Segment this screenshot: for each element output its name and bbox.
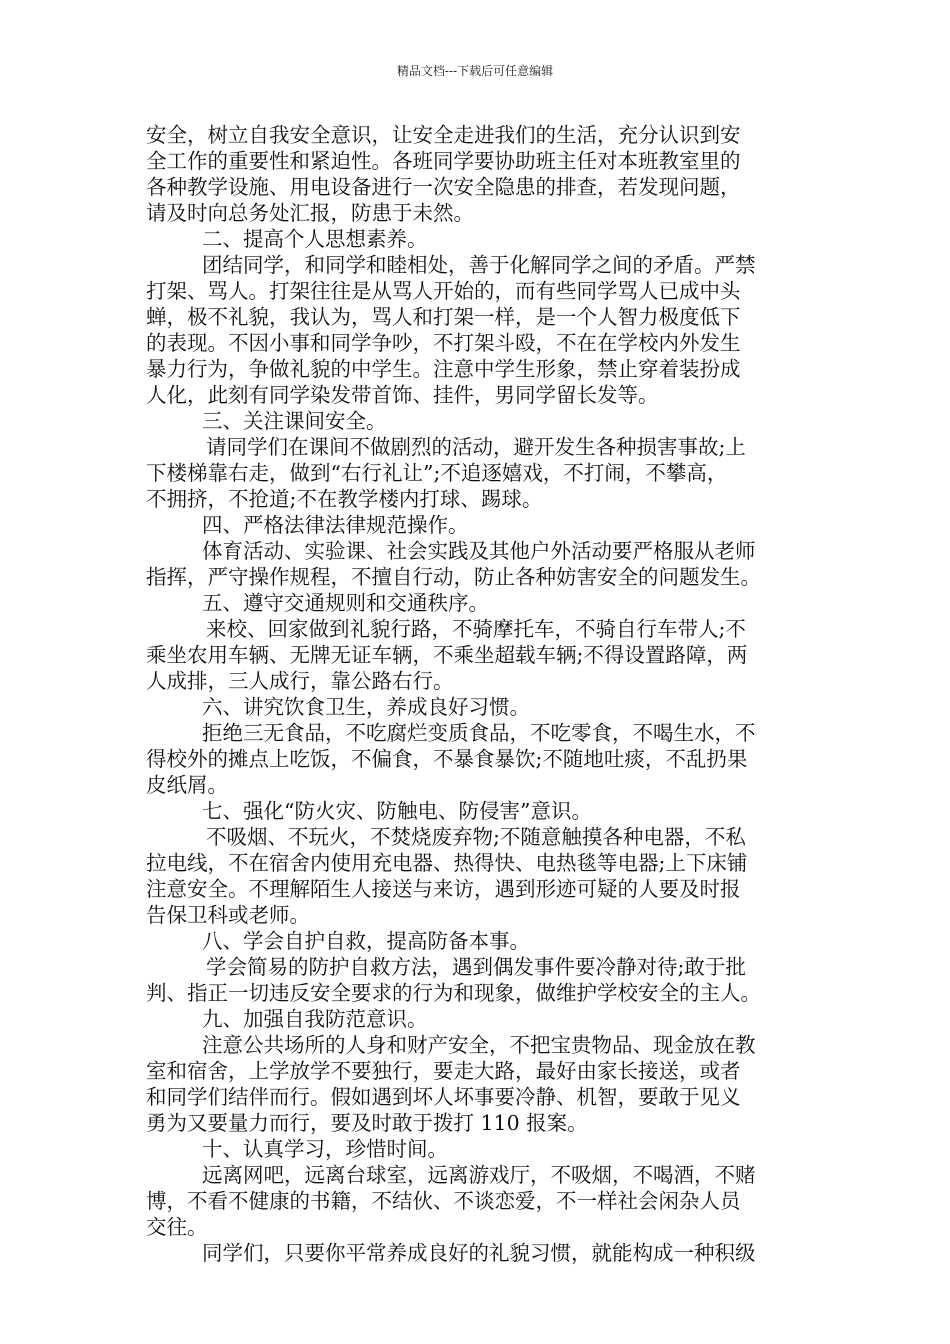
text-line: 拉电线，不在宿舍内使用充电器、热得快、电热毯等电器;上下床铺 (146, 851, 748, 875)
text-line: 各种教学设施、用电设备进行一次安全隐患的排查，若发现问题， (146, 175, 741, 199)
text-line: 打架、骂人。打架往往是从骂人开始的，而有些同学骂人已成中头 (146, 279, 741, 303)
text-line: 学会简易的防护自救方法，遇到偶发事件要冷静对待;敢于批 (206, 955, 746, 979)
text-line: 博，不看不健康的书籍，不结伙、不谈恋爱，不一样社会闲杂人员 (146, 1189, 741, 1213)
text-line: 二、提高个人思想素养。 (202, 227, 428, 251)
text-line: 注意公共场所的人身和财产安全，不把宝贵物品、现金放在教 (202, 1033, 756, 1057)
text-line: 四、严格法律法律规范操作。 (202, 513, 469, 537)
text-line: 体育活动、实验课、社会实践及其他户外活动要严格服从老师 (202, 539, 756, 563)
text-line: 请及时向总务处汇报，防患于未然。 (146, 201, 474, 225)
text-line: 请同学们在课间不做剧烈的活动，避开发生各种损害事故;上 (206, 435, 746, 459)
text-line: 三、关注课间安全。 (202, 409, 387, 433)
text-line: 全工作的重要性和紧迫性。各班同学要协助班主任对本班教室里的 (146, 149, 741, 173)
text-line: 安全，树立自我安全意识，让安全走进我们的生活，充分认识到安 (146, 123, 741, 147)
text-line: 来校、回家做到礼貌行路，不骑摩托车，不骑自行车带人;不 (206, 617, 746, 641)
text-line: 九、加强自我防范意识。 (202, 1007, 428, 1031)
text-line: 人成排，三人成行，靠公路右行。 (146, 669, 454, 693)
text-line: 不拥挤，不抢道;不在教学楼内打球、踢球。 (146, 487, 543, 511)
text-line: 判、指正一切违反安全要求的行为和现象，做维护学校安全的主人。 (146, 981, 761, 1005)
text-line: 和同学们结伴而行。假如遇到坏人坏事要冷静、机智，要敢于见义 (146, 1085, 741, 1109)
text-line: 六、讲究饮食卫生，养成良好习惯。 (202, 695, 530, 719)
text-line: 七、强化“防火灾、防触电、防侵害”意识。 (202, 799, 592, 823)
text-line: 远离网吧，远离台球室，远离游戏厅，不吸烟，不喝酒，不赌 (202, 1163, 756, 1187)
text-line: 勇为又要量力而行，要及时敢于拨打 110 报案。 (146, 1111, 588, 1135)
text-line: 不吸烟、不玩火，不焚烧废弃物;不随意触摸各种电器，不私 (206, 825, 746, 849)
text-line: 的表现。不因小事和同学争吵，不打架斗殴，不在在学校内外发生 (146, 331, 741, 355)
text-line: 注意安全。不理解陌生人接送与来访，遇到形迹可疑的人要及时报 (146, 877, 741, 901)
text-line: 十、认真学习，珍惜时间。 (202, 1137, 448, 1161)
text-line: 八、学会自护自救，提高防备本事。 (202, 929, 530, 953)
text-line: 人化，此刻有同学染发带首饰、挂件，男同学留长发等。 (146, 383, 659, 407)
page-header: 精品文档---下载后可任意编辑 (396, 64, 554, 78)
text-line: 得校外的摊点上吃饭，不偏食，不暴食暴饮;不随地吐痰，不乱扔果 (146, 747, 748, 771)
text-line: 拒绝三无食品，不吃腐烂变质食品，不吃零食，不喝生水，不 (202, 721, 756, 745)
text-line: 指挥，严守操作规程，不擅自行动，防止各种妨害安全的问题发生。 (146, 565, 761, 589)
document-body (146, 122, 810, 1266)
text-line: 告保卫科或老师。 (146, 903, 310, 927)
text-line: 下楼梯靠右走，做到“右行礼让”;不追逐嬉戏，不打闹，不攀高， (146, 461, 728, 485)
text-line: 蝉，极不礼貌，我认为，骂人和打架一样，是一个人智力极度低下 (146, 305, 741, 329)
text-line: 团结同学，和同学和睦相处，善于化解同学之间的矛盾。严禁 (202, 253, 756, 277)
text-line: 交往。 (146, 1215, 208, 1239)
text-line: 室和宿舍，上学放学不要独行，要走大路，最好由家长接送，或者 (146, 1059, 741, 1083)
text-line: 乘坐农用车辆、无牌无证车辆，不乘坐超载车辆;不得设置路障，两 (146, 643, 748, 667)
text-line: 暴力行为，争做礼貌的中学生。注意中学生形象，禁止穿着装扮成 (146, 357, 741, 381)
text-line: 皮纸屑。 (146, 773, 228, 797)
text-line: 同学们，只要你平常养成良好的礼貌习惯，就能构成一种积级 (202, 1241, 756, 1265)
text-line: 五、遵守交通规则和交通秩序。 (202, 591, 489, 615)
